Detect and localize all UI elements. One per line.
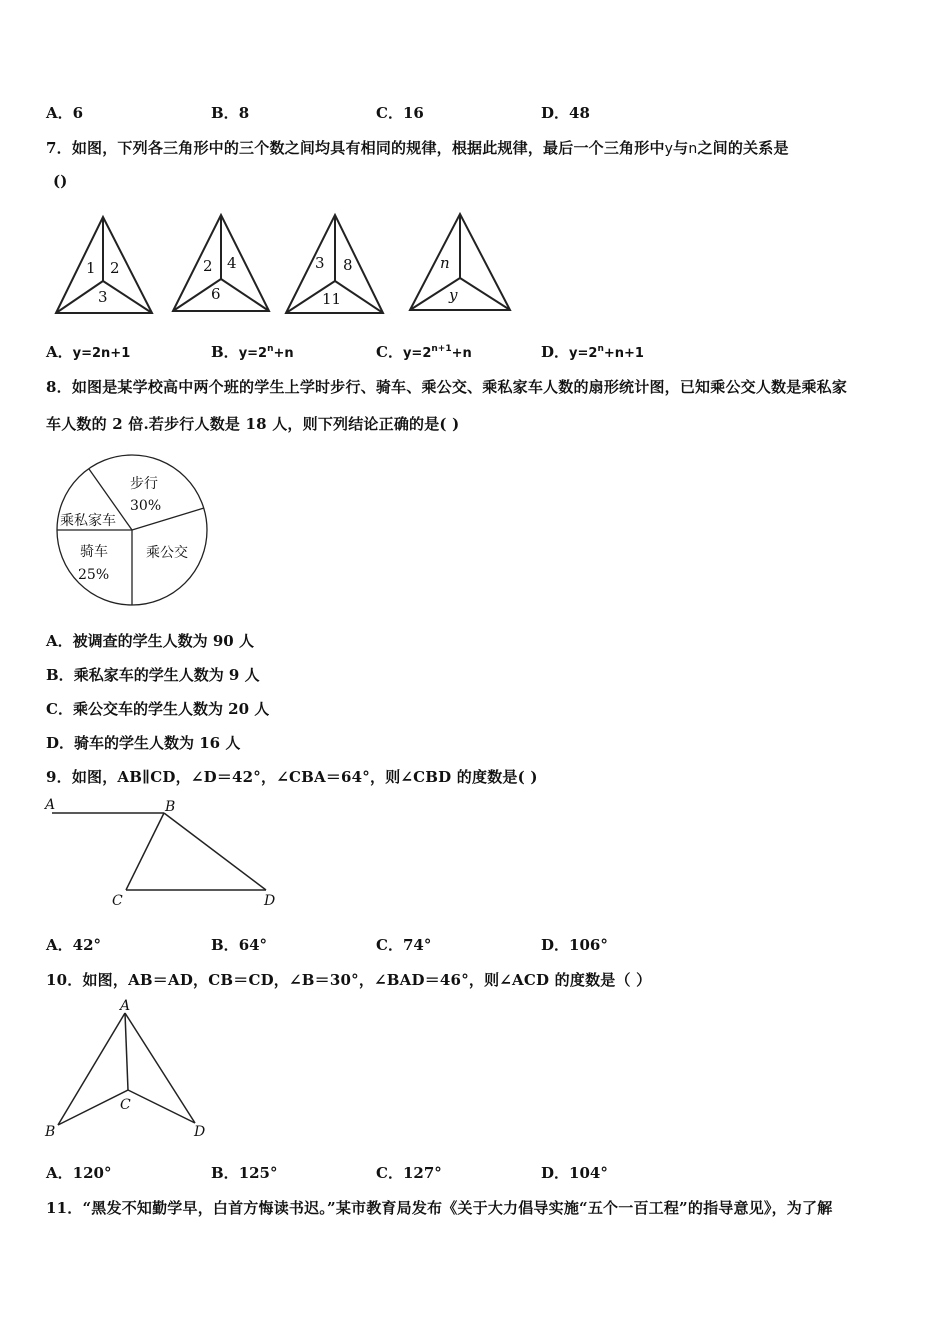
q9-label-c: C bbox=[112, 893, 123, 909]
q9-label-b: B bbox=[165, 799, 176, 815]
pie-bike-label: 骑车 bbox=[80, 544, 108, 560]
q8-option-d: D．骑车的学生人数为 16 人 bbox=[46, 734, 241, 752]
q9-figure bbox=[40, 793, 290, 913]
q10-option-b: B．125° bbox=[211, 1164, 278, 1182]
q6-option-a: A．6 bbox=[46, 104, 84, 122]
q8-option-b: B．乘私家车的学生人数为 9 人 bbox=[46, 666, 260, 684]
q7-triangles-figure bbox=[40, 205, 520, 325]
triangle-2-b: 4 bbox=[227, 254, 237, 272]
q6-option-c: C．16 bbox=[376, 104, 424, 122]
q10-label-c: C bbox=[120, 1097, 131, 1113]
q8-option-a: A．被调查的学生人数为 90 人 bbox=[46, 632, 254, 650]
q9-label-d: D bbox=[264, 893, 276, 909]
pie-bike-pct: 25% bbox=[78, 567, 110, 583]
q7-paren: () bbox=[53, 172, 68, 190]
triangle-1-a: 1 bbox=[86, 259, 96, 277]
triangle-3-b: 8 bbox=[343, 256, 353, 274]
q9-option-d: D．106° bbox=[541, 936, 608, 954]
q7-option-b: B．$y=2^n+n$ bbox=[211, 343, 294, 361]
q8-pie-chart bbox=[50, 448, 215, 613]
segment-ac bbox=[125, 1013, 128, 1090]
q10-label-d: D bbox=[194, 1124, 206, 1140]
segment-bc bbox=[126, 813, 164, 890]
q7-option-c: C．$y=2^{n+1}+n$ bbox=[376, 343, 472, 361]
q10-option-d: D．104° bbox=[541, 1164, 608, 1182]
q7-stem: 7．如图，下列各三角形中的三个数之间均具有相同的规律，根据此规律，最后一个三角形中y与n之间的关系是 bbox=[46, 139, 789, 157]
q8-stem-line1: 8．如图是某学校高中两个班的学生上学时步行、骑车、乘公交、乘私家车人数的扇形统计图，已知乘公交人数是乘私家 bbox=[46, 378, 848, 396]
triangle-1-b: 2 bbox=[110, 259, 120, 277]
triangle-4-c: y bbox=[449, 286, 458, 304]
triangle-3-c: 11 bbox=[322, 290, 342, 308]
q8-stem-line2: 车人数的 2 倍.若步行人数是 18 人，则下列结论正确的是( ) bbox=[46, 415, 460, 433]
q8-option-c: C．乘公交车的学生人数为 20 人 bbox=[46, 700, 270, 718]
q9-stem: 9．如图，AB∥CD，∠D＝42°，∠CBA＝64°，则∠CBD 的度数是( ) bbox=[46, 768, 538, 786]
q10-label-b: B bbox=[45, 1124, 56, 1140]
triangle-2-c: 6 bbox=[211, 285, 221, 303]
q9-option-c: C．74° bbox=[376, 936, 432, 954]
triangle-4-a: n bbox=[440, 254, 450, 272]
segment-bd bbox=[164, 813, 266, 890]
q7-option-d: D．$y=2^n+n+1$ bbox=[541, 343, 644, 361]
triangle-2-a: 2 bbox=[203, 257, 213, 275]
q10-figure bbox=[40, 995, 220, 1145]
pie-walk-label: 步行 bbox=[130, 476, 158, 492]
q6-option-b: B．8 bbox=[211, 104, 250, 122]
triangle-1-c: 3 bbox=[98, 288, 108, 306]
q10-label-a: A bbox=[120, 998, 131, 1014]
triangle-3-a: 3 bbox=[315, 254, 325, 272]
pie-bus-label: 乘公交 bbox=[146, 545, 188, 561]
q6-option-d: D．48 bbox=[541, 104, 590, 122]
q9-option-a: A．42° bbox=[46, 936, 102, 954]
q10-option-c: C．127° bbox=[376, 1164, 442, 1182]
pie-car-label: 乘私家车 bbox=[60, 513, 116, 529]
pie-walk-pct: 30% bbox=[130, 498, 162, 514]
q7-option-a: A．y=2n+1 bbox=[46, 343, 131, 361]
q10-stem: 10．如图，AB＝AD，CB＝CD，∠B＝30°，∠BAD＝46°，则∠ACD 的度数是（ ） bbox=[46, 971, 652, 989]
q10-option-a: A．120° bbox=[46, 1164, 112, 1182]
q9-label-a: A bbox=[45, 797, 56, 813]
q11-stem: 11．“黑发不知勤学早，白首方悔读书迟。”某市教育局发布《关于大力倡导实施“五个一百工程”的指导意见》，为了解 bbox=[46, 1199, 833, 1217]
q9-option-b: B．64° bbox=[211, 936, 268, 954]
